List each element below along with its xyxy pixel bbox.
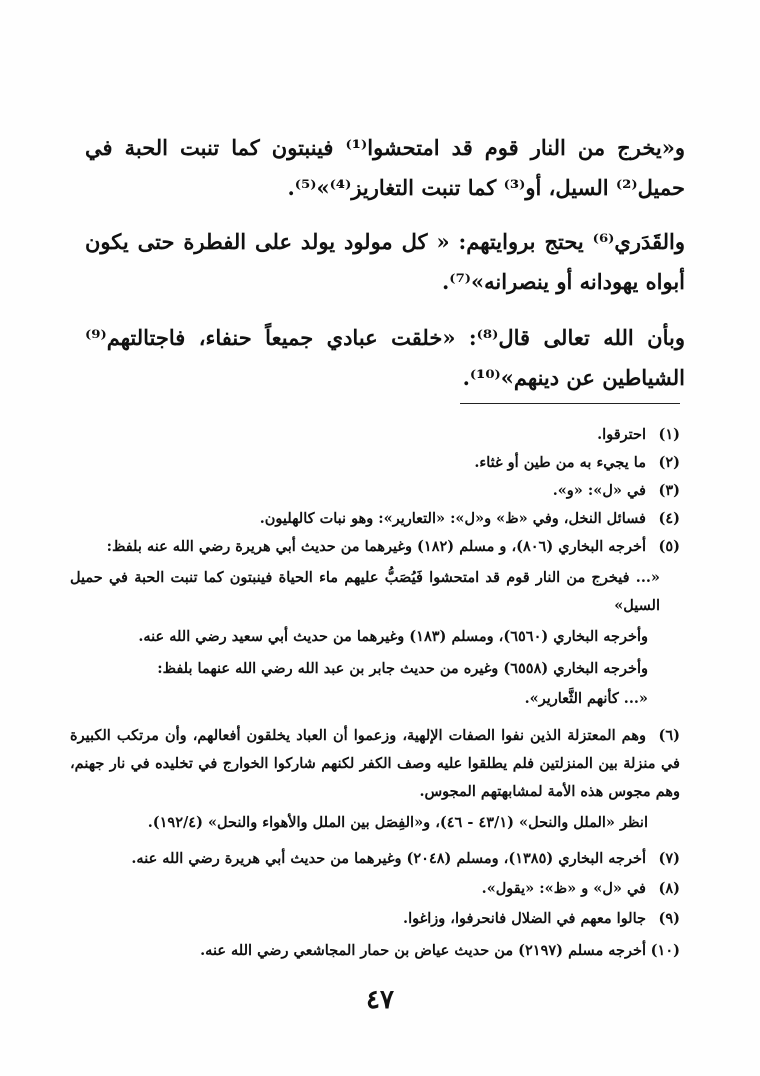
footnote-number: (٩)	[658, 910, 680, 927]
footnote-5	[70, 536, 680, 558]
footnote-number: (٧)	[658, 850, 680, 867]
paragraph-2: والقَدَري⁽⁶⁾ يحتج بروايتهم: « كل مولود يولد على الفطرة حتى يكون أبواه يهودانه أو ينصرانه»⁽⁷⁾.	[85, 229, 685, 294]
footnote-9	[70, 908, 680, 930]
footnote-5-quote: «... فيخرج من النار قوم قد امتحشوا فَيُصَبُّ عليهم ماء الحياة فينبتون كما تنبت الحبة في حميل السيل»	[70, 569, 660, 614]
footnote-separator	[460, 403, 680, 404]
footnote-6-b: انظر «الملل والنحل» (٤٣/١ - ٤٦)، و«الفِصَل بين الملل والأهواء والنحل» (١٩٢/٤).	[147, 814, 648, 831]
footnote-text: احترقوا.	[597, 426, 646, 443]
footnote-number: (٦)	[658, 727, 680, 744]
footnote-number: (١٠)	[650, 942, 680, 959]
footnote-text: في «ل»: «و».	[552, 482, 646, 499]
footnote-text: وهم المعتزلة الذين نفوا الصفات الإلهية، وزعموا أن العباد يخلقون أفعالهم، وأن مرتكب الكبيرة في منزلة بين المنزلتين فلم يطلقوا عليه وصف الكفر لكنهم شاركوا الخوارج في تخليده في نار جهنم، وهم مجوس هذه الأمة لمشابهتهم المجوس.	[70, 727, 680, 800]
footnote-text: أخرجه البخاري (١٣٨٥)، ومسلم (٢٠٤٨) وغيرهما من حديث أبي هريرة رضي الله عنه.	[131, 850, 646, 867]
footnote-8	[70, 878, 680, 900]
footnote-5-c: وأخرجه البخاري (٦٥٥٨) وغيره من حديث جابر بن عبد الله رضي الله عنهما بلفظ:	[157, 660, 648, 677]
footnote-5-d: «... كأنهم الثَّعارير».	[524, 690, 648, 707]
footnote-text: في «ل» و «ظ»: «يقول».	[481, 880, 646, 897]
footnote-7	[70, 848, 680, 870]
paragraph-1: و«يخرج من النار قوم قد امتحشوا⁽¹⁾ فينبتون كما تنبت الحبة في حميل⁽²⁾ السيل، أو⁽³⁾ كما تنبت التغاريز⁽⁴⁾»⁽⁵⁾.	[85, 135, 685, 200]
footnote-text: فسائل النخل، وفي «ظ» و«ل»: «التعارير»: وهو نبات كالهليون.	[259, 510, 646, 527]
footnote-number: (٢)	[658, 454, 680, 471]
footnote-number: (٤)	[658, 510, 680, 527]
footnote-number: (١)	[658, 426, 680, 443]
footnote-6	[70, 722, 680, 806]
footnote-text: أخرجه البخاري (٨٠٦)، و مسلم (١٨٢) وغيرهما من حديث أبي هريرة رضي الله عنه بلفظ:	[106, 538, 646, 555]
footnote-4	[70, 508, 680, 530]
footnote-text: أخرجه مسلم (٢١٩٧) من حديث عياض بن حمار المجاشعي رضي الله عنه.	[200, 942, 646, 959]
paragraph-3: وبأن الله تعالى قال⁽⁸⁾: «خلقت عبادي جميعاً حنفاء، فاجتالتهم⁽⁹⁾ الشياطين عن دينهم»⁽¹⁰⁾.	[85, 325, 685, 390]
footnote-number: (٣)	[658, 482, 680, 499]
footnote-text: ما يجيء به من طين أو غثاء.	[474, 454, 646, 471]
footnote-2	[70, 452, 680, 474]
footnote-1	[70, 424, 680, 446]
page-number: ٤٧	[366, 985, 394, 1015]
footnote-10	[70, 940, 680, 962]
footnote-3	[70, 480, 680, 502]
footnote-number: (٨)	[658, 880, 680, 897]
footnote-text: جالوا معهم في الضلال فانحرفوا، وزاغوا.	[403, 910, 646, 927]
footnote-5-b: وأخرجه البخاري (٦٥٦٠)، ومسلم (١٨٣) وغيرهما من حديث أبي سعيد رضي الله عنه.	[138, 628, 648, 645]
footnote-number: (٥)	[658, 538, 680, 555]
